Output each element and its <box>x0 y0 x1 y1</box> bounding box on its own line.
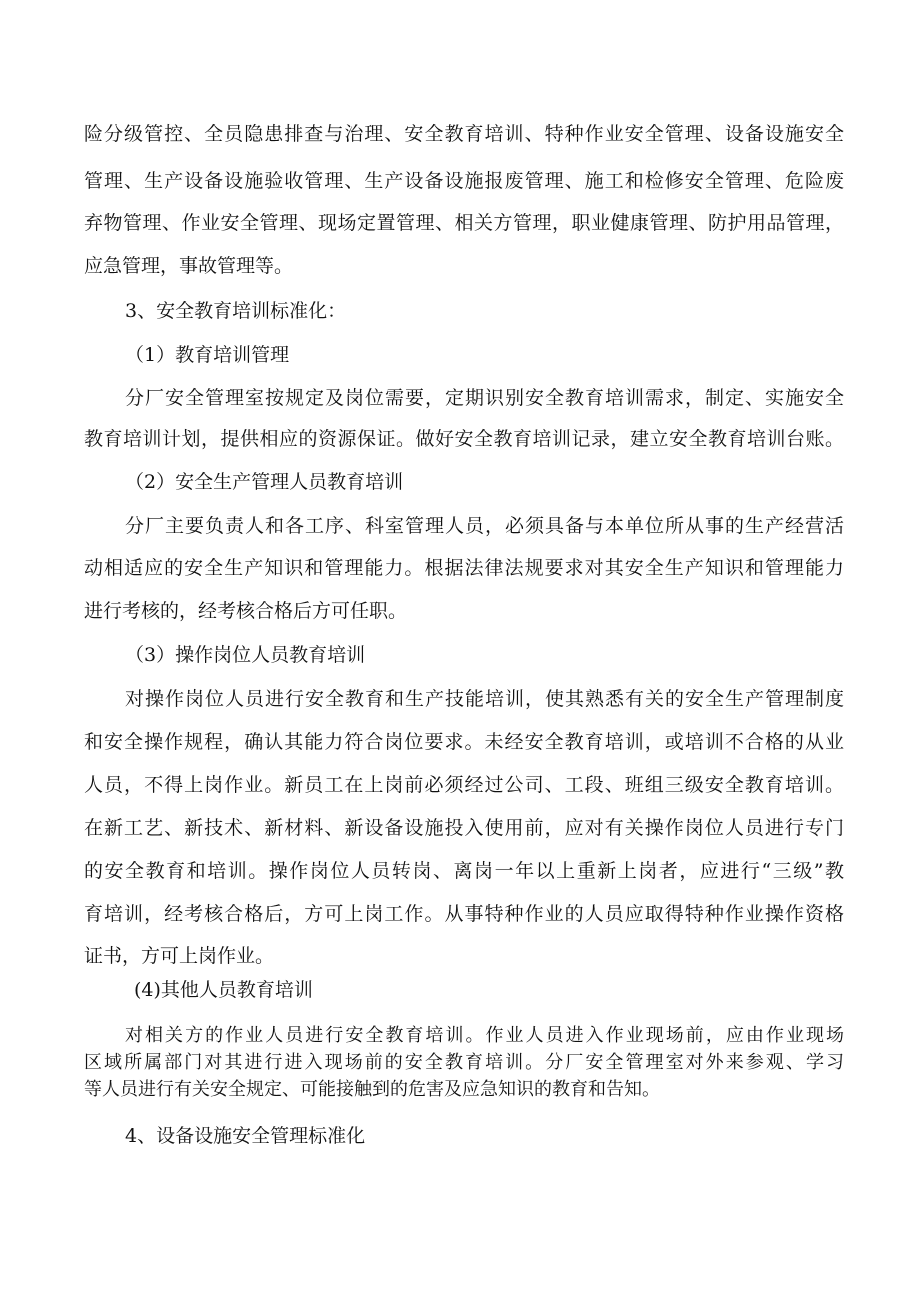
intro-line: 应急管理，事故管理等。 <box>84 255 294 277</box>
paragraph-line: 和安全操作规程，确认其能力符合岗位要求。未经安全教育培训，或培训不合格的从业 <box>84 731 844 753</box>
subsection-heading-3: （3）操作岗位人员教育培训 <box>125 644 366 666</box>
paragraph-line: 教育培训计划，提供相应的资源保证。做好安全教育培训记录，建立安全教育培训台账。 <box>84 428 844 450</box>
paragraph-line: 动相适应的安全生产知识和管理能力。根据法律法规要求对其安全生产知识和管理能力 <box>84 557 844 579</box>
paragraph-line: 的安全教育和培训。操作岗位人员转岗、离岗一年以上重新上岗者，应进行“三级”教 <box>84 860 844 882</box>
paragraph-line: 对操作岗位人员进行安全教育和生产技能培训，使其熟悉有关的安全生产管理制度 <box>125 688 844 710</box>
paragraph-line: 对相关方的作业人员进行安全教育培训。作业人员进入作业现场前，应由作业现场 <box>125 1025 844 1046</box>
paragraph-line: 育培训，经考核合格后，方可上岗工作。从事特种作业的人员应取得特种作业操作资格 <box>84 903 844 925</box>
paragraph-line: 进行考核的，经考核合格后方可任职。 <box>84 600 408 622</box>
subsection-heading-1: （1）教育培训管理 <box>125 344 290 366</box>
intro-line: 险分级管控、全员隐患排查与治理、安全教育培训、特种作业安全管理、设备设施安全 <box>84 123 844 145</box>
intro-line: 弃物管理、作业安全管理、现场定置管理、相关方管理，职业健康管理、防护用品管理， <box>84 212 844 234</box>
paragraph-line: 区域所属部门对其进行进入现场前的安全教育培训。分厂安全管理室对外来参观、学习 <box>84 1052 844 1073</box>
section-heading-3: 3、安全教育培训标准化： <box>125 300 347 322</box>
intro-line: 管理、生产设备设施验收管理、生产设备设施报废管理、施工和检修安全管理、危险废 <box>84 170 844 192</box>
paragraph-line: 证书，方可上岗作业。 <box>84 945 275 967</box>
subsection-heading-4: (4)其他人员教育培训 <box>134 979 313 1001</box>
section-heading-4: 4、设备设施安全管理标准化 <box>125 1125 366 1147</box>
paragraph-line: 等人员进行有关安全规定、可能接触到的危害及应急知识的教育和告知。 <box>84 1079 660 1100</box>
paragraph-line: 分厂安全管理室按规定及岗位需要，定期识别安全教育培训需求，制定、实施安全 <box>125 387 844 409</box>
paragraph-line: 人员，不得上岗作业。新员工在上岗前必须经过公司、工段、班组三级安全教育培训。 <box>84 774 844 796</box>
paragraph-line: 分厂主要负责人和各工序、科室管理人员，必须具备与本单位所从事的生产经营活 <box>125 515 844 537</box>
paragraph-line: 在新工艺、新技术、新材料、新设备设施投入使用前，应对有关操作岗位人员进行专门 <box>84 817 844 839</box>
subsection-heading-2: （2）安全生产管理人员教育培训 <box>125 471 404 493</box>
